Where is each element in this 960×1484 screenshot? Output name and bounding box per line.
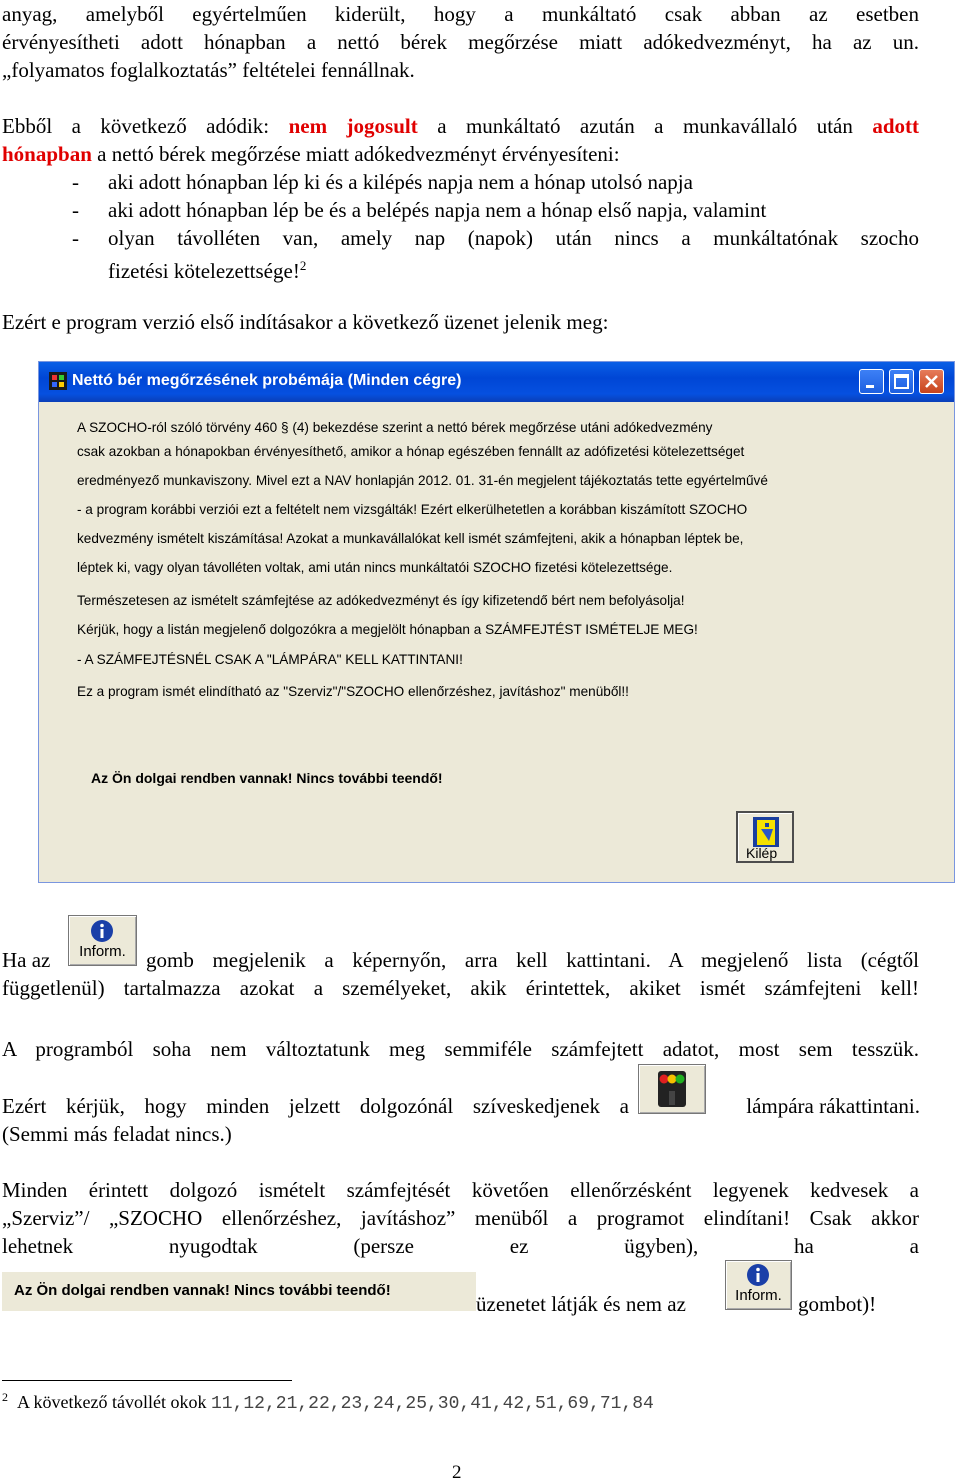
dialog-line-7: Természetesen az ismételt számfejtése az adókedvezményt és így kifizetendő bért nem befolyásolja! — [77, 593, 685, 608]
dialog-line-10: Ez a program ismét elindítható az "Szerviz"/"SZOCHO ellenőrzéshez, javításhoz" menüből!! — [77, 684, 629, 699]
para2-highlight-nem-jogosult: nem jogosult — [288, 114, 418, 138]
footnote — [2, 1390, 654, 1414]
bullet-2: aki adott hónapban lép be és a belépés napja nem a hónap első napja, valamint — [108, 198, 767, 222]
inform-button-2-label: Inform. — [735, 1287, 782, 1304]
bullet-3: olyan távolléten van, amely nap (napok) után nincs a munkáltatónak szocho — [108, 226, 919, 250]
para2-text-b: a munkáltató azután a munkavállaló után — [417, 114, 873, 138]
dialog-title: Nettó bér megőrzésének probémája (Minden cégre) — [72, 372, 462, 389]
para7-mid: üzenetet látják és nem az — [476, 1292, 686, 1316]
dialog-line-3: eredményező munkaviszony. Mivel ezt a NAV honlapján 2012. 01. 31-én megjelent tájékoztatás tette egyértelművé — [77, 473, 768, 488]
para2-text-a: Ebből a következő adódik: — [2, 114, 289, 138]
status-message-image — [2, 1272, 476, 1311]
dialog-line-6: léptek ki, vagy olyan távolléten voltak, ami után nincs munkáltatói SZOCHO fizetési kötelezettsége. — [77, 560, 673, 575]
app-icon — [49, 372, 67, 390]
status-message-text: Az Ön dolgai rendben vannak! Nincs további teendő! — [14, 1282, 391, 1299]
footnote-ref: 2 — [299, 258, 307, 273]
maximize-icon — [890, 370, 913, 393]
traffic-light-button[interactable] — [638, 1064, 706, 1114]
dialog-line-8: Kérjük, hogy a listán megjelenő dolgozókra a megjelölt hónapban a SZÁMFEJTÉST ISMÉTELJE MEG! — [77, 622, 698, 637]
page-number: 2 — [452, 1462, 462, 1483]
para7-line-3: lehetnek nyugodtak (persze ez ügyben), ha a — [2, 1234, 919, 1258]
para4-post: gomb megjelenik a képernyőn, arra kell kattintani. A megjelenő lista (cégtől — [146, 948, 919, 972]
dialog-line-4: - a program korábbi verziói ezt a feltételt nem vizsgálták! Ezért elkerülhetetlen a korábban kiszámított SZOCHO — [77, 502, 748, 517]
dialog-window — [38, 361, 955, 883]
para2-line-2 — [2, 140, 919, 168]
footnote-codes: 11,12,21,22,23,24,25,30,41,42,51,69,71,84 — [210, 1394, 654, 1414]
bullet-dash-2: - — [72, 198, 79, 222]
footnote-number: 2 — [2, 1390, 8, 1404]
intro-line-1: anyag, amelyből egyértelműen kiderült, hogy a munkáltató csak abban az esetben — [2, 2, 919, 26]
traffic-light-icon — [652, 1069, 692, 1109]
dialog-line-2: csak azokban a hónapokban érvényesíthető, amikor a hónap egészében fennállt az adófizetési kötelezettséget — [77, 444, 745, 459]
para4-pre: Ha az — [2, 948, 51, 972]
dialog-line-5: kedvezmény ismételt kiszámítása! Azokat a munkavállalókat kell ismét számfejteni, akik a hónapban léptek be, — [77, 531, 744, 546]
footnote-separator — [2, 1380, 292, 1381]
intro-line-2: érvényesítheti adott hónapban a nettó bérek megőrzése miatt adókedvezményt, ha az un. — [2, 30, 919, 54]
inform-button-2[interactable] — [725, 1260, 792, 1310]
intro-line-3: „folyamatos foglalkoztatás” feltételei fennállnak. — [2, 58, 415, 82]
para7-line-1: Minden érintett dolgozó ismételt számfejtését követően ellenőrzésként legyenek kedvesek a — [2, 1178, 919, 1202]
inform-button-label: Inform. — [79, 943, 126, 960]
footnote-text: A következő távollét okok — [17, 1392, 207, 1412]
dialog-status-message: Az Ön dolgai rendben vannak! Nincs további teendő! — [91, 770, 443, 786]
bullet-dash-3: - — [72, 226, 79, 250]
maximize-button[interactable] — [889, 369, 914, 394]
para5: A programból soha nem változtatunk meg semmiféle számfejtett adatot, most sem tesszük. — [2, 1037, 919, 1061]
para7-line-2: „Szerviz”/ „SZOCHO ellenőrzéshez, javításhoz” menüből a programot elindítani! Csak akkor — [2, 1206, 919, 1230]
dialog-line-1: A SZOCHO-ról szóló törvény 460 § (4) bekezdése szerint a nettó bérek megőrzése utáni adókedvezmény — [77, 420, 713, 435]
para7-end: gombot)! — [798, 1292, 877, 1316]
para2-highlight-honapban: hónapban — [2, 142, 92, 166]
close-icon — [920, 370, 943, 393]
info-icon — [90, 919, 114, 943]
inform-button[interactable] — [68, 915, 137, 966]
para6-line-2: (Semmi más feladat nincs.) — [2, 1122, 232, 1146]
info-icon — [746, 1263, 770, 1287]
minimize-icon — [860, 370, 883, 393]
close-button[interactable] — [919, 369, 944, 394]
bullet-dash-1: - — [72, 170, 79, 194]
para4-line-2: függetlenül) tartalmazza azokat a személyeket, akik érintettek, akiket ismét számfejteni kell! — [2, 976, 919, 1000]
para2-text-c: a nettó bérek megőrzése miatt adókedvezményt érvényesíteni: — [91, 142, 620, 166]
para6-post: lámpára rákattintani. — [746, 1094, 920, 1118]
bullet-1: aki adott hónapban lép ki és a kilépés napja nem a hónap utolsó napja — [108, 170, 693, 194]
para2-line-1 — [2, 112, 919, 140]
exit-door-icon — [739, 815, 793, 849]
para2-highlight-adott: adott — [872, 114, 919, 138]
dialog-line-9: - A SZÁMFEJTÉSNÉL CSAK A "LÁMPÁRA" KELL KATTINTANI! — [77, 652, 463, 667]
para6-pre: Ezért kérjük, hogy minden jelzett dolgozónál szíveskedjenek a — [2, 1094, 629, 1118]
para3: Ezért e program verzió első indításakor a következő üzenet jelenik meg: — [2, 310, 609, 334]
exit-button-label: Kilép — [746, 845, 778, 861]
exit-button[interactable] — [736, 811, 794, 863]
minimize-button[interactable] — [859, 369, 884, 394]
dialog-titlebar — [39, 362, 954, 402]
bullet-3-cont-text: fizetési kötelezettsége! — [108, 259, 300, 283]
bullet-3-cont — [108, 252, 919, 285]
